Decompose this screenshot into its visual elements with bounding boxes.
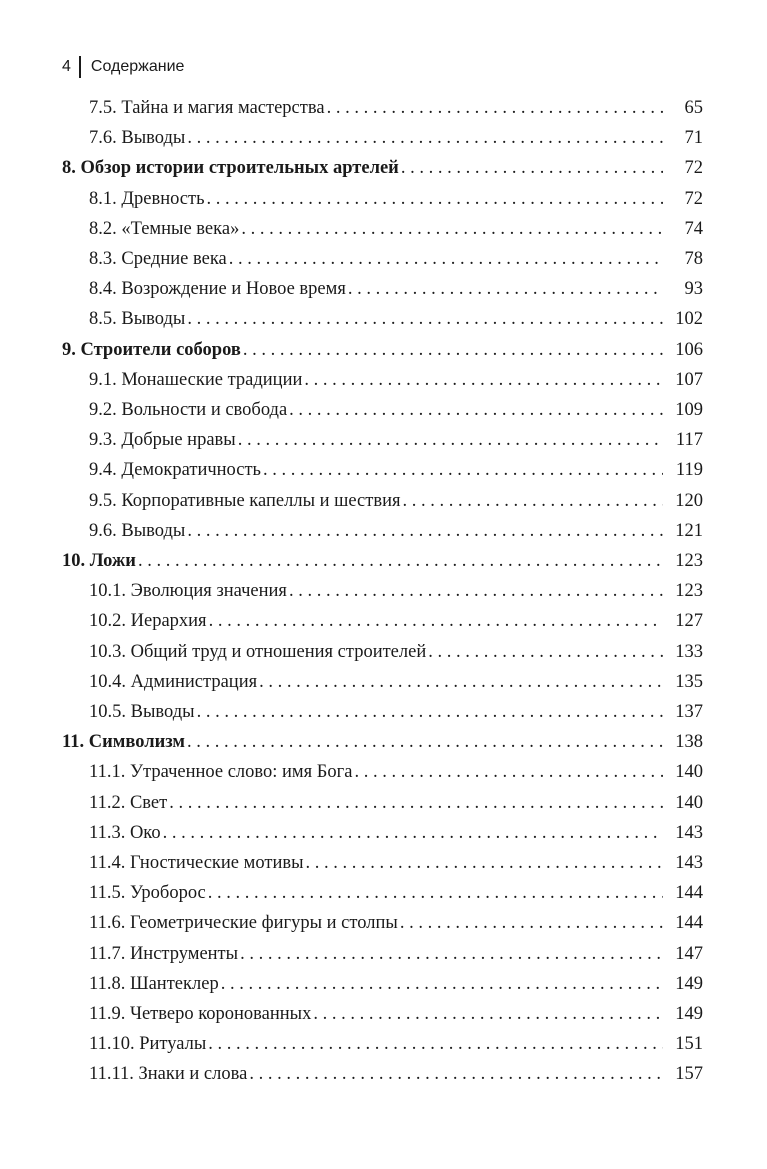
entry-page-number: 72 [684, 158, 703, 179]
entry-page-number: 123 [675, 581, 703, 602]
entry-title: 9.3. Добрые нравы [89, 430, 236, 451]
entry-page-number: 78 [684, 249, 703, 269]
entry-title: 8.4. Возрождение и Новое время [89, 279, 346, 300]
entry-page-number: 140 [675, 762, 703, 783]
entry-page-number: 120 [675, 490, 703, 511]
entry-page-number: 135 [675, 671, 703, 692]
dot-leader [169, 788, 663, 818]
entry-page-number: 137 [675, 702, 703, 722]
toc-section-entry [0, 425, 767, 455]
dot-leader [289, 395, 663, 425]
entry-title: 9.4. Демократичность [89, 460, 261, 481]
toc-section-entry [0, 697, 767, 727]
dot-leader [229, 244, 663, 274]
entry-page-number: 138 [675, 732, 703, 753]
entry-title: 9.6. Выводы [89, 520, 186, 541]
entry-title: 11. Символизм [62, 732, 186, 753]
dot-leader [304, 365, 663, 395]
toc-section-entry [0, 395, 767, 425]
dot-leader [208, 1029, 663, 1059]
header-divider [79, 56, 81, 78]
toc-section-entry [0, 274, 767, 304]
entry-title: 10.2. Иерархия [89, 611, 207, 632]
entry-title: 11.1. Утраченное слово: имя Бога [89, 762, 353, 783]
dot-leader [348, 274, 663, 304]
entry-title: 9.1. Монашеские традиции [89, 369, 303, 390]
toc-section-entry [0, 999, 767, 1029]
toc-section-entry [0, 123, 767, 153]
toc-section-entry [0, 304, 767, 334]
entry-page-number: 72 [684, 188, 703, 209]
dot-leader [354, 757, 663, 787]
entry-page-number: 127 [675, 611, 703, 632]
toc-section-entry [0, 365, 767, 395]
entry-page-number: 65 [684, 98, 703, 118]
entry-title: 11.9. Четверо коронованных [89, 1004, 312, 1024]
dot-leader [313, 999, 663, 1029]
dot-leader [259, 667, 663, 697]
entry-title: 7.5. Тайна и магия мастерства [89, 98, 325, 118]
dot-leader [238, 425, 663, 455]
entry-page-number: 144 [675, 883, 703, 904]
toc-section-entry [0, 486, 767, 516]
dot-leader [207, 184, 663, 214]
toc-chapter-entry [0, 153, 767, 183]
entry-page-number: 107 [675, 369, 703, 390]
dot-leader [209, 606, 663, 636]
entry-page-number: 149 [675, 973, 703, 994]
entry-page-number: 93 [684, 279, 703, 300]
entry-page-number: 121 [675, 520, 703, 541]
entry-title: 11.6. Геометрические фигуры и столпы [89, 913, 398, 934]
entry-title: 8.5. Выводы [89, 309, 186, 330]
entry-page-number: 151 [675, 1034, 703, 1055]
toc-section-entry [0, 244, 767, 274]
entry-page-number: 106 [675, 339, 703, 360]
dot-leader [428, 637, 663, 667]
toc-section-entry [0, 939, 767, 969]
toc-section-entry [0, 516, 767, 546]
dot-leader [221, 969, 663, 999]
entry-page-number: 140 [675, 792, 703, 813]
entry-title: 11.2. Свет [89, 792, 168, 813]
dot-leader [327, 93, 663, 123]
toc-section-entry [0, 214, 767, 244]
entry-title: 11.5. Уроборос [89, 883, 206, 904]
toc-section-entry [0, 1059, 767, 1089]
entry-page-number: 133 [675, 641, 703, 662]
dot-leader [187, 123, 663, 153]
entry-title: 10.5. Выводы [89, 702, 195, 722]
entry-title: 10.1. Эволюция значения [89, 581, 287, 602]
entry-title: 11.11. Знаки и слова [89, 1064, 248, 1085]
entry-title: 9.5. Корпоративные капеллы и шествия [89, 490, 401, 511]
entry-title: 9.2. Вольности и свобода [89, 400, 288, 420]
entry-title: 8.1. Древность [89, 188, 205, 209]
entry-title: 11.3. Око [89, 822, 161, 843]
dot-leader [240, 939, 663, 969]
dot-leader [289, 576, 663, 606]
toc-section-entry [0, 1029, 767, 1059]
dot-leader [138, 546, 663, 576]
dot-leader [187, 727, 663, 757]
entry-title: 8.3. Средние века [89, 249, 227, 269]
entry-page-number: 117 [675, 430, 703, 451]
dot-leader [249, 1059, 663, 1089]
entry-page-number: 157 [675, 1064, 703, 1085]
dot-leader [263, 455, 663, 485]
entry-page-number: 119 [675, 460, 703, 481]
toc-chapter-entry [0, 546, 767, 576]
entry-title: 8.2. «Темные века» [89, 218, 240, 239]
entry-page-number: 74 [684, 218, 703, 239]
entry-page-number: 109 [675, 400, 703, 420]
entry-title: 7.6. Выводы [89, 128, 186, 149]
toc-section-entry [0, 184, 767, 214]
dot-leader [187, 304, 663, 334]
entry-page-number: 147 [675, 943, 703, 964]
toc-section-entry [0, 878, 767, 908]
dot-leader [400, 908, 663, 938]
entry-title: 10.3. Общий труд и отношения строителей [89, 641, 427, 662]
dot-leader [197, 697, 663, 727]
entry-page-number: 143 [675, 853, 703, 873]
dot-leader [241, 214, 663, 244]
entry-title: 10. Ложи [62, 551, 136, 571]
dot-leader [208, 878, 663, 908]
entry-title: 10.4. Администрация [89, 671, 258, 692]
toc-section-entry [0, 93, 767, 123]
toc-section-entry [0, 908, 767, 938]
toc-section-entry [0, 576, 767, 606]
toc-section-entry [0, 818, 767, 848]
dot-leader [243, 335, 663, 365]
toc-section-entry [0, 637, 767, 667]
dot-leader [187, 516, 663, 546]
entry-page-number: 123 [675, 551, 703, 571]
entry-page-number: 149 [675, 1004, 703, 1024]
entry-title: 11.10. Ритуалы [89, 1034, 207, 1055]
entry-page-number: 144 [675, 913, 703, 934]
entry-page-number: 71 [684, 128, 703, 149]
dot-leader [163, 818, 663, 848]
entry-title: 8. Обзор истории строительных артелей [62, 158, 399, 179]
toc-section-entry [0, 848, 767, 878]
page-number: 4 [62, 58, 71, 75]
header-section-title: Содержание [90, 58, 185, 75]
entry-page-number: 102 [675, 309, 703, 330]
toc-section-entry [0, 667, 767, 697]
dot-leader [306, 848, 663, 878]
entry-title: 11.8. Шантеклер [89, 973, 219, 994]
entry-title: 11.4. Гностические мотивы [89, 853, 304, 873]
toc-section-entry [0, 788, 767, 818]
toc-section-entry [0, 969, 767, 999]
toc-section-entry [0, 757, 767, 787]
toc-section-entry [0, 606, 767, 636]
entry-title: 9. Строители соборов [62, 339, 241, 360]
dot-leader [401, 153, 663, 183]
entry-title: 11.7. Инструменты [89, 943, 239, 964]
entry-page-number: 143 [675, 822, 703, 843]
running-header [62, 56, 184, 78]
toc-chapter-entry [0, 727, 767, 757]
toc-section-entry [0, 455, 767, 485]
toc-chapter-entry [0, 335, 767, 365]
dot-leader [403, 486, 663, 516]
